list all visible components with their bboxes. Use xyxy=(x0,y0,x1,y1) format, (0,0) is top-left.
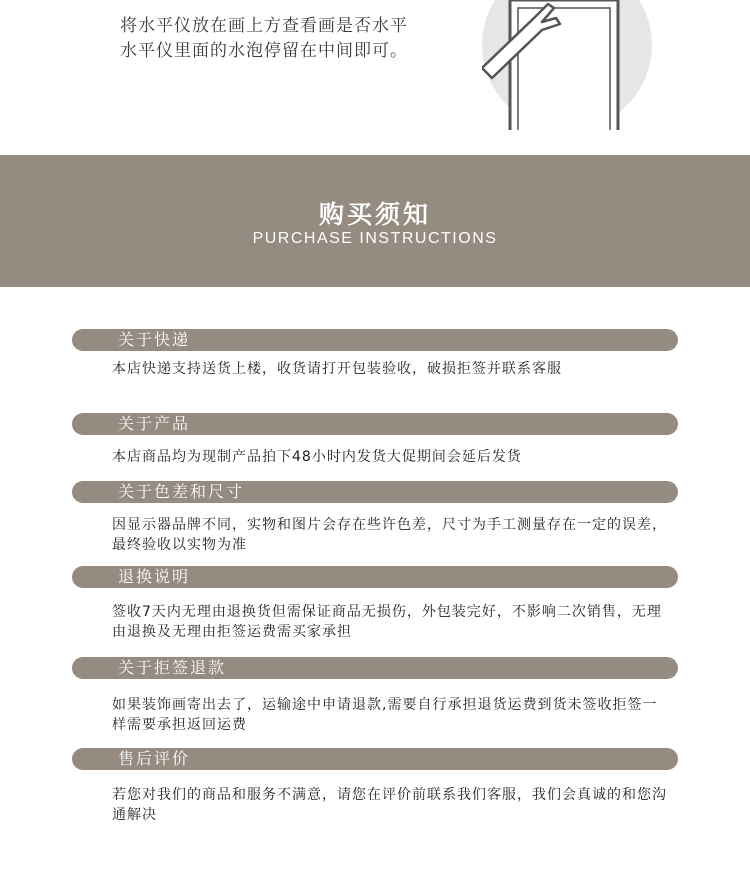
section-header-returns xyxy=(72,566,678,588)
level-tip-line-1: 将水平仪放在画上方查看画是否水平 xyxy=(120,16,408,36)
level-tip-line-2: 水平仪里面的水泡停留在中间即可。 xyxy=(120,41,408,61)
banner-subtitle: PURCHASE INSTRUCTIONS xyxy=(252,230,498,247)
banner-title: 购买须知 xyxy=(318,200,431,229)
purchase-instructions-banner xyxy=(0,155,750,287)
section-header-product xyxy=(72,413,678,435)
section-title: 关于产品 xyxy=(118,414,191,433)
section-header-express xyxy=(72,329,678,351)
section-body-product: 本店商品均为现制产品拍下48小时内发货大促期间会延后发货 xyxy=(112,449,522,465)
section-header-after-sales xyxy=(72,748,678,770)
section-title: 关于色差和尺寸 xyxy=(118,482,245,501)
section-body-after-sales: 若您对我们的商品和服务不满意，请您在评价前联系我们客服，我们会真诚的和您沟通解决 xyxy=(112,787,667,823)
level-tip-section xyxy=(0,0,750,155)
section-title: 退换说明 xyxy=(118,567,191,586)
section-body-express: 本店快递支持送货上楼，收货请打开包装验收，破损拒签并联系客服 xyxy=(112,361,562,377)
section-body-returns: 签收7天内无理由退换货但需保证商品无损伤，外包装完好，不影响二次销售，无理由退换及无理由拒签运费需买家承担 xyxy=(112,604,662,640)
section-title: 关于拒签退款 xyxy=(118,658,227,677)
level-illustration xyxy=(482,0,652,130)
level-tip-text xyxy=(120,14,480,64)
section-body-color-size: 因显示器品牌不同，实物和图片会存在些许色差，尺寸为手工测量存在一定的误差，最终验收以实物为准 xyxy=(112,517,667,553)
section-header-color-size xyxy=(72,481,678,503)
section-body-refusal-refund: 如果装饰画寄出去了，运输途中申请退款,需要自行承担退货运费到货未签收拒签一样需要承担返回运费 xyxy=(112,697,658,733)
section-title: 售后评价 xyxy=(118,749,191,768)
section-header-refusal-refund xyxy=(72,657,678,679)
section-title: 关于快递 xyxy=(118,330,191,349)
